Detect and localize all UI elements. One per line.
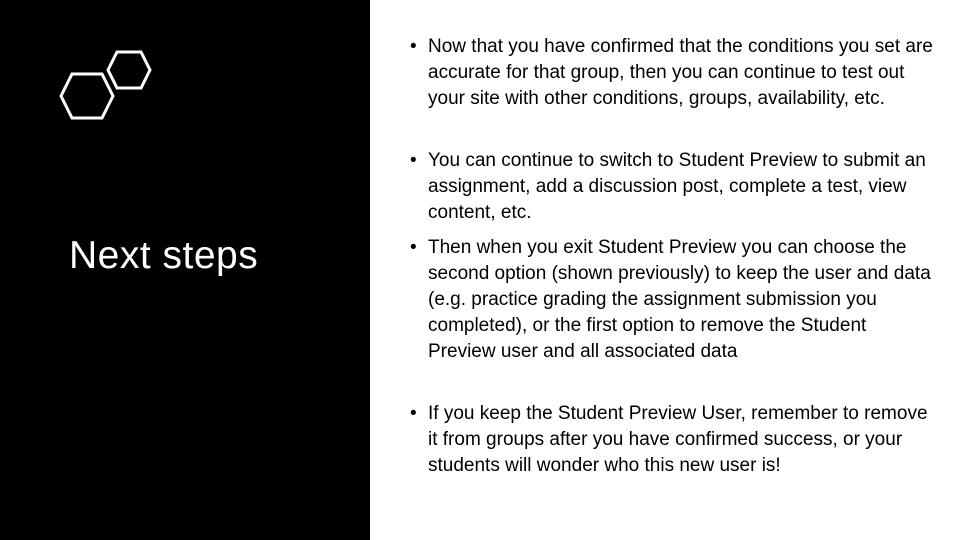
slide-title: Next steps: [69, 234, 259, 277]
bullet-text: Now that you have confirmed that the conditions you set are accurate for that group, then you can continue to test out your site with other conditions, groups, availability, etc.: [428, 36, 933, 109]
bullet-marker: •: [410, 403, 417, 424]
bullet-text: If you keep the Student Preview User, remember to remove it from groups after you have confirmed success, or your students will wonder who this new user is!: [428, 403, 928, 476]
hexagon-large-shape: [61, 74, 113, 118]
bullet-item: [410, 34, 933, 112]
bullet-text: You can continue to switch to Student Preview to submit an assignment, add a discussion post, complete a test, view content, etc.: [428, 150, 926, 223]
title-panel: [0, 0, 370, 540]
bullet-item: [410, 235, 933, 365]
bullet-marker: •: [410, 150, 417, 171]
hexagon-small-shape: [108, 52, 150, 88]
bullet-text: Then when you exit Student Preview you can choose the second option (shown previously) to keep the user and data (e.g. practice grading the assignment submission you completed), or the first option to remove the Student Preview user and all associated data: [428, 237, 931, 362]
hexagon-pair-icon: [54, 48, 154, 124]
bullet-item: [410, 401, 933, 479]
bullet-item: [410, 148, 933, 226]
bullet-marker: •: [410, 36, 417, 57]
bullet-marker: •: [410, 237, 417, 258]
bullet-list: [370, 0, 960, 540]
